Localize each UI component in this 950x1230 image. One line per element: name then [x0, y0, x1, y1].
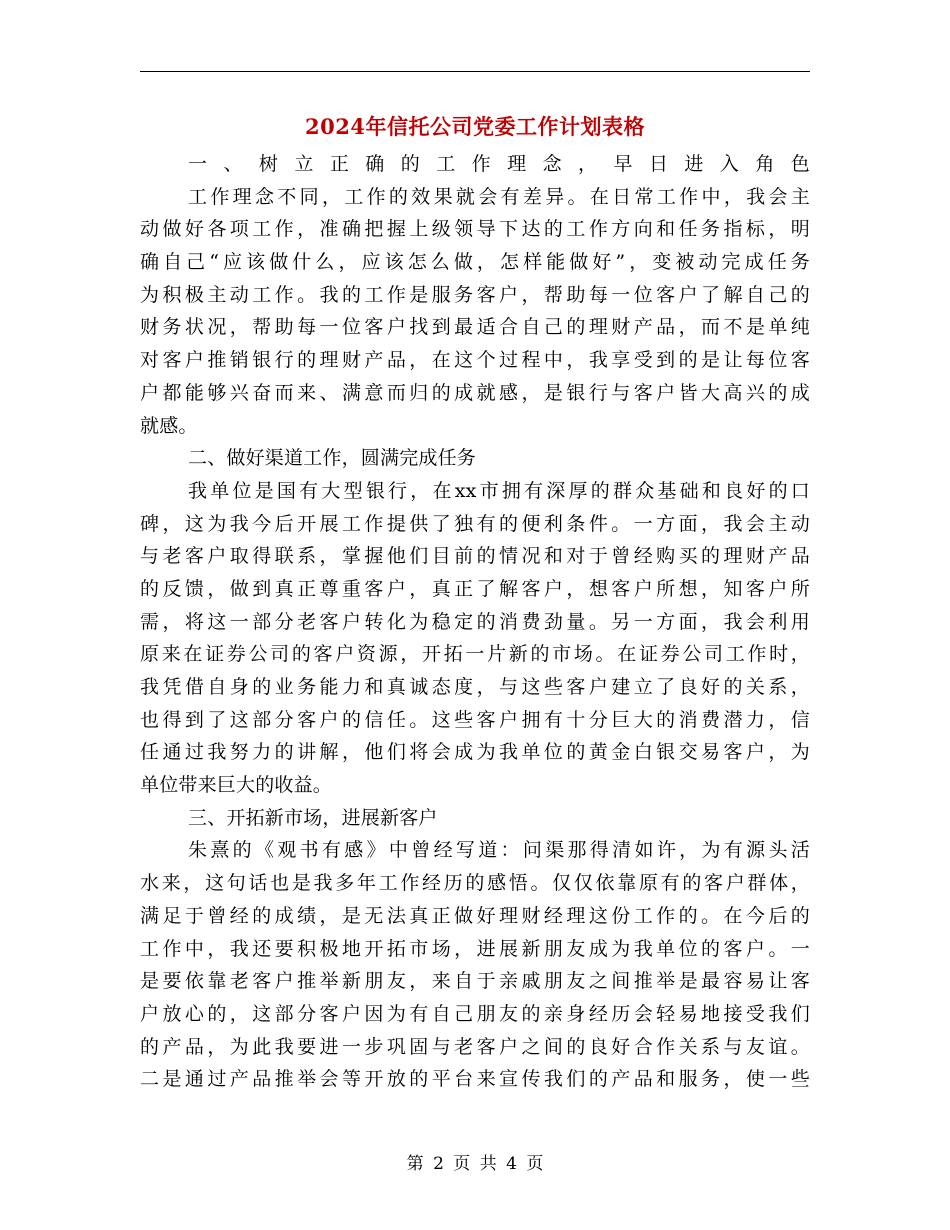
paragraph-line: 水来，这句话也是我多年工作经历的感悟。仅仅依靠原有的客户群体， [140, 872, 810, 895]
paragraph-line: 工作理念不同，工作的效果就会有差异。在日常工作中，我会主 [188, 185, 810, 208]
paragraph-line: 满足于曾经的成绩，是无法真正做好理财经理这份工作的。在今后的 [140, 904, 810, 927]
paragraph-line: 我单位是国有大型银行，在xx市拥有深厚的群众基础和良好的口 [188, 479, 810, 502]
paragraph-line: 也得到了这部分客户的信任。这些客户拥有十分巨大的消费潜力，信 [140, 708, 810, 731]
paragraph-line: 户都能够兴奋而来、满意而归的成就感，是银行与客户皆大高兴的成 [140, 381, 810, 404]
paragraph-line: 就感。 [140, 414, 198, 437]
paragraph-line: 与老客户取得联系，掌握他们目前的情况和对于曾经购买的理财产品 [140, 545, 810, 568]
page-number-footer: 第 2 页 共 4 页 [406, 1154, 544, 1174]
paragraph-line: 工作中，我还要积极地开拓市场，进展新朋友成为我单位的客户。一 [140, 937, 810, 960]
paragraph-line: 需，将这一部分老客户转化为稳定的消费劲量。另一方面，我会利用 [140, 610, 810, 633]
paragraph-line: 的产品，为此我要进一步巩固与老客户之间的良好合作关系与友谊。 [140, 1035, 810, 1058]
section-heading-2: 二、做好渠道工作，圆满完成任务 [188, 447, 477, 470]
section-heading-1: 一、树立正确的工作理念，早日进入角色 [188, 153, 810, 175]
paragraph-line: 碑，这为我今后开展工作提供了独有的便利条件。一方面，我会主动 [140, 512, 810, 535]
paragraph-line: 财务状况，帮助每一位客户找到最适合自己的理财产品，而不是单纯 [140, 316, 810, 339]
header-rule [140, 71, 810, 72]
paragraph-line: 朱熹的《观书有感》中曾经写道：问渠那得清如许，为有源头活 [188, 839, 810, 862]
paragraph-line: 确自己“应该做什么，应该怎么做，怎样能做好”，变被动完成任务 [140, 251, 810, 274]
paragraph-line: 任通过我努力的讲解，他们将会成为我单位的黄金白银交易客户，为 [140, 741, 810, 764]
paragraph-line: 动做好各项工作，准确把握上级领导下达的工作方向和任务指标，明 [140, 218, 810, 241]
paragraph-line: 原来在证券公司的客户资源，开拓一片新的市场。在证券公司工作时， [140, 643, 810, 666]
paragraph-line: 对客户推销银行的理财产品，在这个过程中，我享受到的是让每位客 [140, 349, 810, 372]
paragraph-line: 是要依靠老客户推举新朋友，来自于亲戚朋友之间推举是最容易让客 [140, 970, 810, 993]
document-body [140, 148, 810, 1096]
paragraph-line: 单位带来巨大的收益。 [140, 774, 333, 797]
paragraph-line: 二是通过产品推举会等开放的平台来宣传我们的产品和服务，使一些 [140, 1068, 810, 1091]
paragraph-line: 为积极主动工作。我的工作是服务客户，帮助每一位客户了解自己的 [140, 283, 810, 306]
section-heading-3: 三、开拓新市场，进展新客户 [188, 806, 438, 829]
paragraph-line: 户放心的，这部分客户因为有自己朋友的亲身经历会轻易地接受我们 [140, 1002, 810, 1025]
paragraph-line: 的反馈，做到真正尊重客户，真正了解客户，想客户所想，知客户所 [140, 577, 810, 600]
paragraph-line: 我凭借自身的业务能力和真诚态度，与这些客户建立了良好的关系， [140, 676, 810, 698]
document-title: 2024年信托公司党委工作计划表格 [305, 114, 645, 139]
